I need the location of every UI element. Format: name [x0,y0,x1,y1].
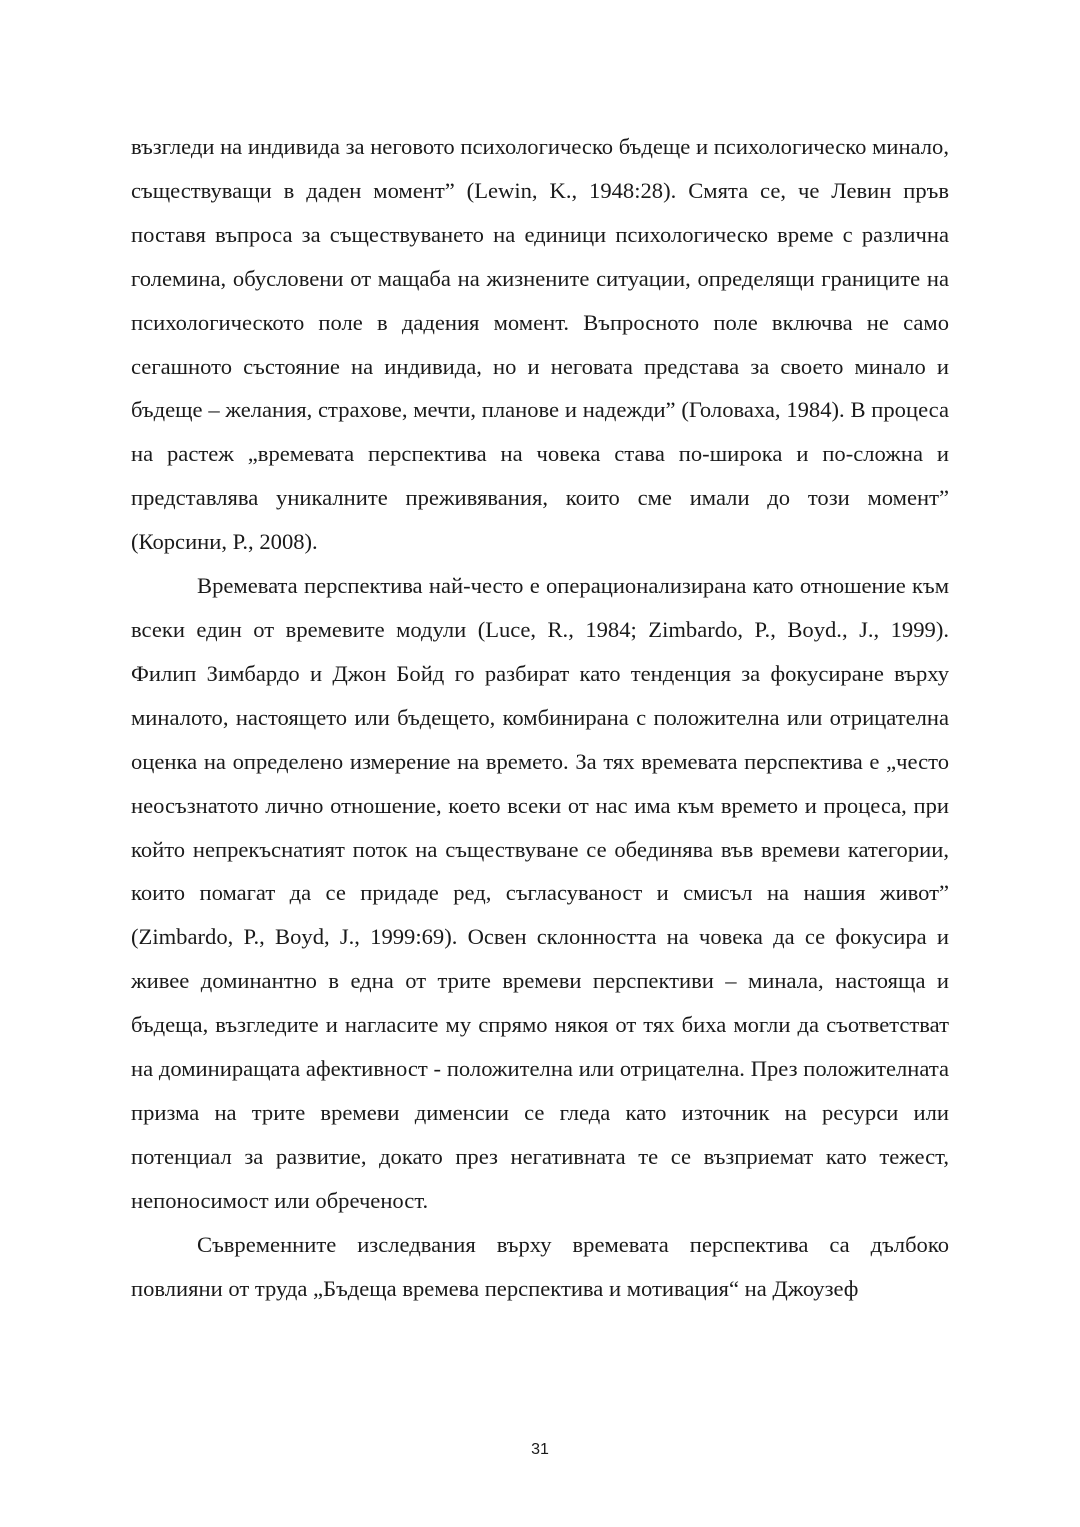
paragraph-1: възгледи на индивида за неговото психологическо бъдеще и психологическо минало, съществуващи в даден момент” (Lewin, K., 1948:28). Смята се, че Левин пръв поставя въпроса за съществуването на единици психологическо време с различна големина, обусловени от мащаба на жизнените ситуации, определящи границите на психологическото поле в дадения момент. Въпросното поле включва не само сегашното състояние на индивида, но и неговата представа за своето минало и бъдеще – желания, страхове, мечти, планове и надежди” (Головаха, 1984). В процеса на растеж „времевата перспектива на човека става по-широка и по-сложна и представлява уникалните преживявания, които сме имали до този момент” (Корсини, Р., 2008). [131,134,949,555]
paragraph-3: Съвременните изследвания върху времевата перспектива са дълбоко повлияни от труда „Бъдеща времева перспектива и мотивация“ на Джоузеф [131,1231,949,1301]
paragraph-2: Времевата перспектива най-често е операционализирана като отношение към всеки един от времевите модули (Luce, R., 1984; Zimbardo, P., Boyd., J., 1999). Филип Зимбардо и Джон Бойд го разбират като тенденция за фокусиране върху миналото, настоящето или бъдещето, комбинирана с положителна или отрицателна оценка на определено измерение на времето. За тях времевата перспектива е „често неосъзнатото лично отношение, което всеки от нас има към времето и процеса, при който непрекъснатият поток на съществуване се обединява във времеви категории, които помагат да се придаде ред, съгласуваност и смисъл на нашия живот” (Zimbardo, P., Boyd, J., 1999:69). Освен склонността на човека да се фокусира и живее доминантно в една от трите времеви перспективи – минала, настояща и бъдеща, възгледите и нагласите му спрямо някоя от тях биха могли да съответстват на доминиращата афективност - положителна или отрицателна. През положителната призма на трите времеви дименсии се гледа като източник на ресурси или потенциал за развитие, докато през негативната те се възприемат като тежест, непоносимост или обреченост. [131,573,949,1213]
body-text [131,125,949,1310]
page-number: 31 [531,1441,549,1458]
